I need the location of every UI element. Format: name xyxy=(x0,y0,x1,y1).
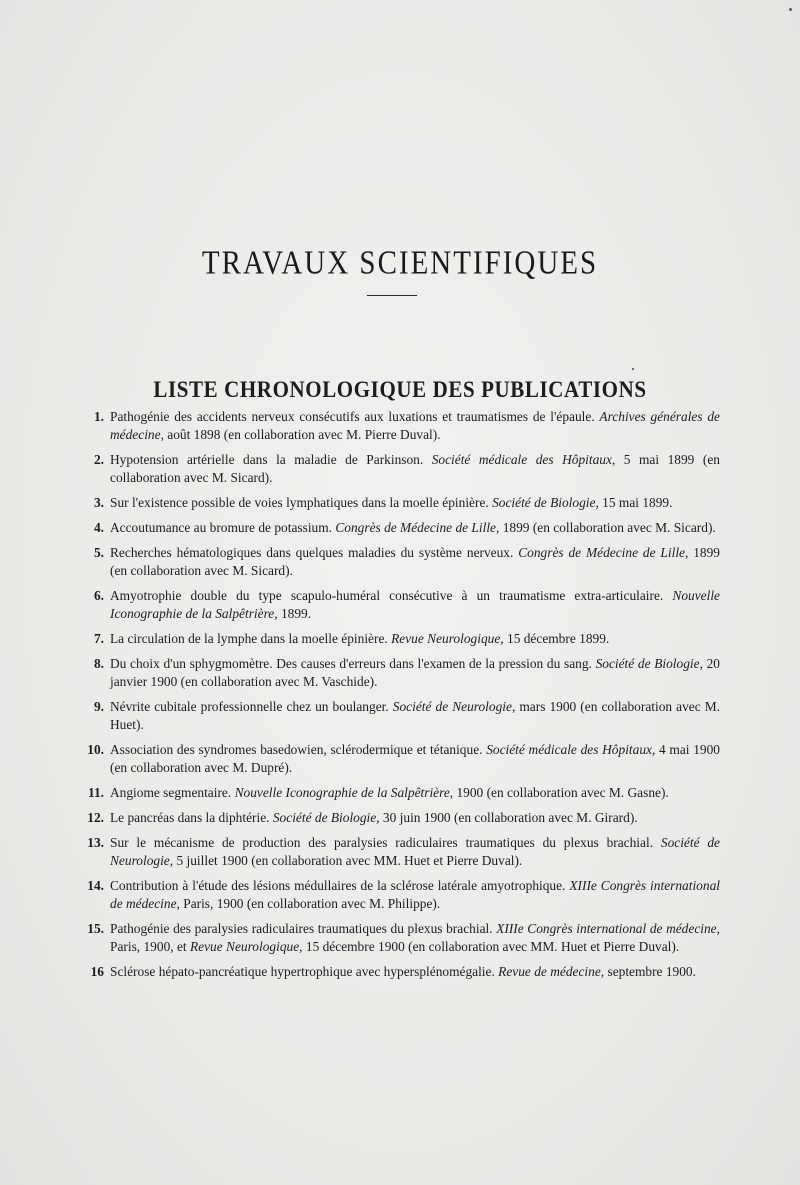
entry-text xyxy=(110,545,720,578)
page-speck xyxy=(632,368,634,370)
entry-number: 2. xyxy=(93,452,104,467)
journal-title: Société médicale des Hôpitaux xyxy=(486,742,652,757)
entry-text-segment: Pathogénie des accidents nerveux consécutifs aux luxations et traumatismes de l'épaule. xyxy=(110,409,600,424)
entry-text-segment: , 5 juillet 1900 (en collaboration avec MM. Huet et Pierre Duval). xyxy=(169,853,523,868)
entry-text-segment: , septembre 1900. xyxy=(600,964,696,979)
entry-number: 4. xyxy=(93,520,104,535)
entry-text xyxy=(110,656,720,689)
publication-entry xyxy=(80,963,720,981)
entry-text-segment: Sclérose hépato-pancréatique hypertrophique avec hypersplénomégalie. xyxy=(110,964,499,979)
entry-number: 11. xyxy=(88,785,104,800)
entry-text xyxy=(110,921,720,954)
entry-number: 3. xyxy=(93,495,104,510)
entry-text-segment: La circulation de la lymphe dans la moelle épinière. xyxy=(110,631,392,646)
entry-text-segment: , 15 mai 1899. xyxy=(595,495,673,510)
publication-entry xyxy=(80,920,720,956)
entry-number: 5. xyxy=(93,545,104,560)
entry-text xyxy=(110,785,669,800)
entry-number: 14. xyxy=(87,878,104,893)
publication-entry xyxy=(80,408,720,444)
publication-entry xyxy=(80,451,720,487)
publication-entry xyxy=(80,834,720,870)
publication-entry xyxy=(80,698,720,734)
entry-text-segment: Angiome segmentaire. xyxy=(110,785,235,800)
page-speck xyxy=(789,8,792,11)
publication-entry xyxy=(80,809,720,827)
entry-text-segment: Recherches hématologiques dans quelques maladies du système nerveux. xyxy=(110,545,519,560)
page-title: TRAVAUX SCIENTIFIQUES xyxy=(201,244,599,282)
journal-title: Revue Neurologique xyxy=(391,631,501,646)
journal-title: Société de Biologie xyxy=(595,656,700,671)
entry-number: 7. xyxy=(93,631,104,646)
journal-title: Société de Neurologie xyxy=(392,699,512,714)
entry-text-segment: Amyotrophie double du type scapulo-huméral consécutive à un traumatisme extra-articulaire. xyxy=(110,588,673,603)
section-heading: LISTE CHRONOLOGIQUE DES PUBLICATIONS xyxy=(153,375,647,403)
journal-title: Société médicale des Hôpitaux xyxy=(431,452,612,467)
entry-text-segment: Le pancréas dans la diphtérie. xyxy=(110,810,273,825)
entry-text xyxy=(110,964,696,979)
title-divider xyxy=(367,295,417,296)
entry-text-segment: , Paris, 1900, et xyxy=(110,921,720,954)
journal-title: Nouvelle Iconographie de la Salpêtrière xyxy=(234,785,450,800)
entry-number: 1. xyxy=(93,409,104,424)
entry-number: 13. xyxy=(87,835,104,850)
entry-text-segment: Association des syndromes basedowien, sclérodermique et tétanique. xyxy=(110,742,487,757)
entry-text xyxy=(110,699,720,732)
entry-text-segment: Contribution à l'étude des lésions médullaires de la sclérose latérale amyotrophique. xyxy=(110,878,570,893)
entry-text-segment: , mars 1900 (en collaboration avec M. Huet). xyxy=(110,699,721,732)
entry-text-segment: , 1900 (en collaboration avec M. Gasne). xyxy=(449,785,669,800)
publication-list xyxy=(80,408,720,988)
publication-entry xyxy=(80,494,720,512)
entry-text-segment: , août 1898 (en collaboration avec M. Pierre Duval). xyxy=(160,427,441,442)
publication-entry xyxy=(80,741,720,777)
entry-text xyxy=(110,495,672,510)
entry-text-segment: , 1899 (en collaboration avec M. Sicard). xyxy=(496,520,716,535)
journal-title: XIIIe Congrès international de médecine xyxy=(110,878,720,911)
entry-text-segment: , 15 décembre 1900 (en collaboration avec MM. Huet et Pierre Duval). xyxy=(299,939,680,954)
entry-text-segment: , 4 mai 1900 (en collaboration avec M. Dupré). xyxy=(110,742,720,775)
entry-text xyxy=(110,520,716,535)
publication-entry xyxy=(80,519,720,537)
journal-title: Société de Biologie xyxy=(492,495,596,510)
entry-text-segment: Névrite cubitale professionnelle chez un boulanger. xyxy=(110,699,393,714)
entry-text-segment: Pathogénie des paralysies radiculaires traumatiques du plexus brachial. xyxy=(110,921,497,936)
entry-text-segment: , 5 mai 1899 (en collaboration avec M. Sicard). xyxy=(110,452,720,485)
entry-text xyxy=(110,409,720,442)
entry-text-segment: , 1899. xyxy=(274,606,312,621)
entry-number: 15. xyxy=(87,921,104,936)
publication-entry xyxy=(80,877,720,913)
entry-text xyxy=(110,810,638,825)
publication-entry xyxy=(80,784,720,802)
entry-text-segment: , 15 décembre 1899. xyxy=(500,631,610,646)
entry-text-segment: , 30 juin 1900 (en collaboration avec M. Girard). xyxy=(376,810,638,825)
entry-number: 8. xyxy=(93,656,104,671)
journal-title: Revue de médecine xyxy=(498,964,601,979)
journal-title: Archives générales de médecine xyxy=(110,409,720,442)
entry-text xyxy=(110,878,720,911)
publication-entry xyxy=(80,587,720,623)
publication-entry xyxy=(80,630,720,648)
entry-text-segment: Accoutumance au bromure de potassium. xyxy=(110,520,336,535)
entry-text xyxy=(110,631,609,646)
entry-number: 6. xyxy=(93,588,104,603)
entry-number: 10. xyxy=(87,742,104,757)
entry-number: 9. xyxy=(93,699,104,714)
entry-number: 16 xyxy=(90,964,104,979)
entry-text-segment: , Paris, 1900 (en collaboration avec M. Philippe). xyxy=(176,896,441,911)
journal-title: Société de Biologie xyxy=(272,810,377,825)
entry-text-segment: , 20 janvier 1900 (en collaboration avec M. Vaschide). xyxy=(110,656,721,689)
entry-text xyxy=(110,835,720,868)
publication-entry xyxy=(80,544,720,580)
entry-text-segment: Hypotension artérielle dans la maladie de Parkinson. xyxy=(110,452,432,467)
entry-text xyxy=(110,452,720,485)
entry-text-segment: Du choix d'un sphygmomètre. Des causes d'erreurs dans l'examen de la pression du sang. xyxy=(110,656,596,671)
journal-title: Société de Neurologie xyxy=(110,835,720,868)
journal-title: XIIIe Congrès international de médecine xyxy=(496,921,717,936)
journal-title: Congrès de Médecine de Lille xyxy=(335,520,496,535)
entry-text-segment: , 1899 (en collaboration avec M. Sicard). xyxy=(110,545,720,578)
journal-title: Nouvelle Iconographie de la Salpêtrière xyxy=(110,588,720,621)
entry-text xyxy=(110,588,720,621)
entry-number: 12. xyxy=(87,810,104,825)
journal-title: Revue Neurologique xyxy=(189,939,300,954)
entry-text xyxy=(110,742,720,775)
entry-text-segment: Sur le mécanisme de production des paralysies radiculaires traumatiques du plexus brachial. xyxy=(110,835,661,850)
publication-entry xyxy=(80,655,720,691)
journal-title: Congrès de Médecine de Lille xyxy=(518,545,685,560)
entry-text-segment: Sur l'existence possible de voies lymphatiques dans la moelle épinière. xyxy=(110,495,493,510)
